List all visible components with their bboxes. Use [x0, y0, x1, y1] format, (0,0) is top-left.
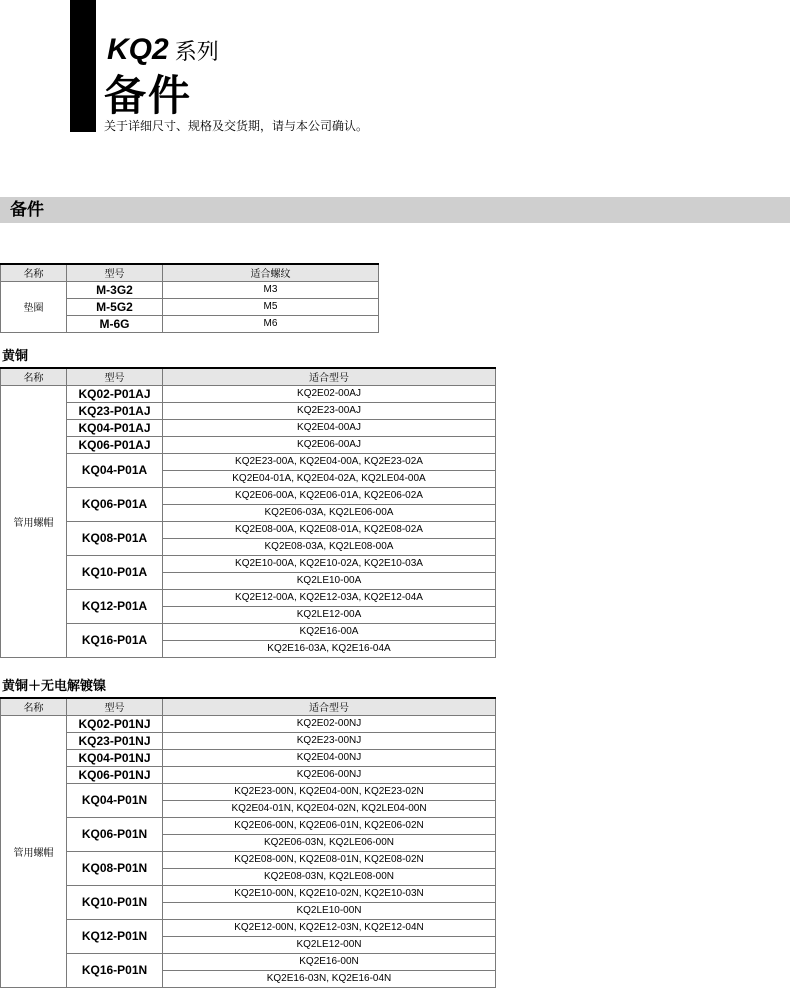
- model-cell: KQ06-P01A: [67, 487, 163, 521]
- fit-cell: KQ2E06-00N, KQ2E06-01N, KQ2E06-02N: [163, 817, 496, 834]
- header-accent-bar: [70, 0, 96, 132]
- model-cell: KQ23-P01AJ: [67, 402, 163, 419]
- model-cell: M-5G2: [67, 298, 163, 315]
- model-cell: M-3G2: [67, 281, 163, 298]
- fit-cell: KQ2LE10-00A: [163, 572, 496, 589]
- column-header-model: 型号: [67, 698, 163, 715]
- table-row: [1, 385, 496, 402]
- column-header-model: 型号: [67, 264, 163, 281]
- column-header-name: 名称: [1, 698, 67, 715]
- model-cell: KQ02-P01AJ: [67, 385, 163, 402]
- page-heading: 备件: [104, 71, 193, 120]
- fit-cell: KQ2E02-00NJ: [163, 715, 496, 732]
- model-cell: KQ06-P01NJ: [67, 766, 163, 783]
- table-row: [1, 419, 496, 436]
- table-row: [1, 402, 496, 419]
- fit-cell: M6: [163, 315, 379, 332]
- fit-cell: KQ2E04-01N, KQ2E04-02N, KQ2LE04-00N: [163, 800, 496, 817]
- brass-table: [0, 367, 496, 658]
- model-cell: KQ04-P01NJ: [67, 749, 163, 766]
- fit-cell: KQ2E08-00A, KQ2E08-01A, KQ2E08-02A: [163, 521, 496, 538]
- fit-cell: KQ2E16-03A, KQ2E16-04A: [163, 640, 496, 657]
- fit-cell: KQ2E08-00N, KQ2E08-01N, KQ2E08-02N: [163, 851, 496, 868]
- table-row: [1, 766, 496, 783]
- table-row: [1, 453, 496, 470]
- fit-cell: KQ2E06-03A, KQ2LE06-00A: [163, 504, 496, 521]
- model-cell: KQ02-P01NJ: [67, 715, 163, 732]
- model-cell: KQ08-P01A: [67, 521, 163, 555]
- brass-nickel-caption: 黄铜＋无电解镀镍: [2, 679, 107, 694]
- fit-cell: KQ2LE12-00A: [163, 606, 496, 623]
- fit-cell: M3: [163, 281, 379, 298]
- fit-cell: KQ2E16-00N: [163, 953, 496, 970]
- table-row: [1, 817, 496, 834]
- table-row: [1, 589, 496, 606]
- table-row: [1, 851, 496, 868]
- model-cell: KQ10-P01N: [67, 885, 163, 919]
- fit-cell: KQ2E10-00N, KQ2E10-02N, KQ2E10-03N: [163, 885, 496, 902]
- fit-cell: KQ2E10-00A, KQ2E10-02A, KQ2E10-03A: [163, 555, 496, 572]
- model-cell: KQ04-P01AJ: [67, 419, 163, 436]
- brass-nickel-table: [0, 697, 496, 988]
- model-cell: KQ04-P01A: [67, 453, 163, 487]
- fit-cell: KQ2E06-00AJ: [163, 436, 496, 453]
- table-row: [1, 281, 379, 298]
- brass-caption: 黄铜: [2, 349, 29, 364]
- model-cell: KQ06-P01AJ: [67, 436, 163, 453]
- table-row: [1, 623, 496, 640]
- fit-cell: KQ2E16-00A: [163, 623, 496, 640]
- table-row: [1, 783, 496, 800]
- model-cell: KQ16-P01N: [67, 953, 163, 987]
- model-cell: M-6G: [67, 315, 163, 332]
- fit-cell: KQ2E08-03A, KQ2LE08-00A: [163, 538, 496, 555]
- fit-cell: KQ2E04-01A, KQ2E04-02A, KQ2LE04-00A: [163, 470, 496, 487]
- fit-cell: KQ2E04-00AJ: [163, 419, 496, 436]
- group-name-cell: 垫圈: [1, 281, 67, 332]
- table-row: [1, 749, 496, 766]
- fit-cell: KQ2E23-00N, KQ2E04-00N, KQ2E23-02N: [163, 783, 496, 800]
- column-header-fit: 适合螺纹: [163, 264, 379, 281]
- fit-cell: KQ2E02-00AJ: [163, 385, 496, 402]
- fit-cell: KQ2E04-00NJ: [163, 749, 496, 766]
- fit-cell: KQ2E23-00A, KQ2E04-00A, KQ2E23-02A: [163, 453, 496, 470]
- model-cell: KQ10-P01A: [67, 555, 163, 589]
- fit-cell: KQ2E06-00NJ: [163, 766, 496, 783]
- model-cell: KQ04-P01N: [67, 783, 163, 817]
- fit-cell: KQ2E12-00A, KQ2E12-03A, KQ2E12-04A: [163, 589, 496, 606]
- table-row: [1, 521, 496, 538]
- fit-cell: KQ2LE12-00N: [163, 936, 496, 953]
- model-cell: KQ16-P01A: [67, 623, 163, 657]
- fit-cell: M5: [163, 298, 379, 315]
- table-row: [1, 953, 496, 970]
- table-row: [1, 436, 496, 453]
- gasket-table: [0, 263, 379, 333]
- fit-cell: KQ2E06-03N, KQ2LE06-00N: [163, 834, 496, 851]
- series-suffix: 系列: [174, 39, 219, 64]
- section-band: [0, 197, 790, 223]
- model-cell: KQ12-P01A: [67, 589, 163, 623]
- group-name-cell: 管用螺帽: [1, 715, 67, 987]
- fit-cell: KQ2E23-00NJ: [163, 732, 496, 749]
- fit-cell: KQ2LE10-00N: [163, 902, 496, 919]
- fit-cell: KQ2E08-03N, KQ2LE08-00N: [163, 868, 496, 885]
- group-name-cell: 管用螺帽: [1, 385, 67, 657]
- fit-cell: KQ2E16-03N, KQ2E16-04N: [163, 970, 496, 987]
- table-row: [1, 487, 496, 504]
- model-cell: KQ06-P01N: [67, 817, 163, 851]
- page-subtitle: 关于详细尺寸、规格及交货期，请与本公司确认。: [104, 119, 369, 133]
- table-row: [1, 555, 496, 572]
- column-header-fit: 适合型号: [163, 698, 496, 715]
- table-header-row: [1, 368, 496, 385]
- series-title: [107, 30, 219, 72]
- fit-cell: KQ2E12-00N, KQ2E12-03N, KQ2E12-04N: [163, 919, 496, 936]
- fit-cell: KQ2E06-00A, KQ2E06-01A, KQ2E06-02A: [163, 487, 496, 504]
- table-row: [1, 715, 496, 732]
- column-header-name: 名称: [1, 368, 67, 385]
- model-cell: KQ08-P01N: [67, 851, 163, 885]
- fit-cell: KQ2E23-00AJ: [163, 402, 496, 419]
- table-row: [1, 919, 496, 936]
- series-prefix: KQ2: [107, 33, 169, 66]
- table-header-row: [1, 264, 379, 281]
- section-label: 备件: [10, 200, 44, 220]
- table-row: [1, 885, 496, 902]
- model-cell: KQ23-P01NJ: [67, 732, 163, 749]
- column-header-name: 名称: [1, 264, 67, 281]
- model-cell: KQ12-P01N: [67, 919, 163, 953]
- column-header-fit: 适合型号: [163, 368, 496, 385]
- table-header-row: [1, 698, 496, 715]
- table-row: [1, 732, 496, 749]
- column-header-model: 型号: [67, 368, 163, 385]
